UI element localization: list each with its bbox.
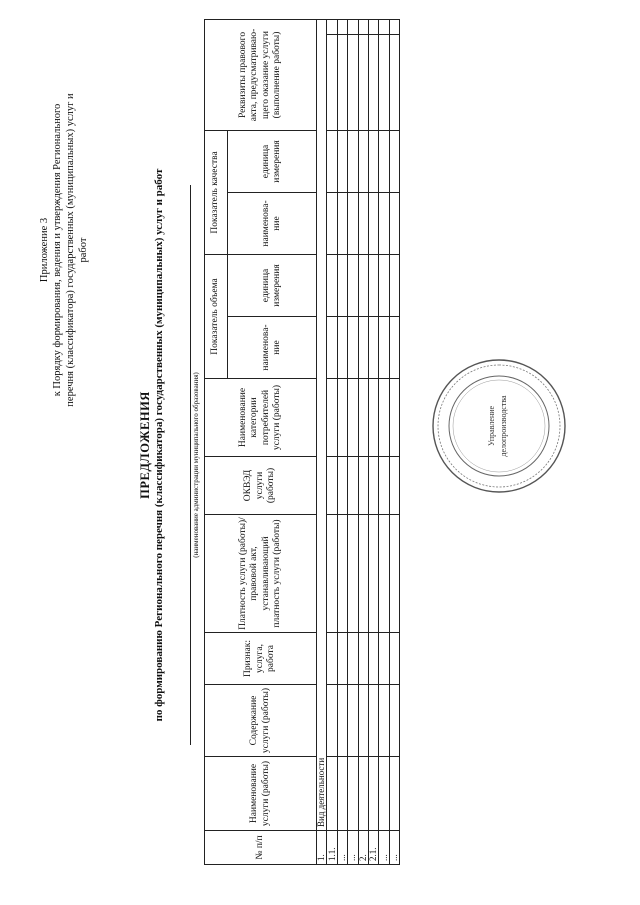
- table-row: [317, 19, 327, 864]
- table-cell: [379, 192, 389, 254]
- table-cell: [337, 34, 347, 130]
- row-number: ...: [337, 831, 347, 865]
- table-cell: [358, 192, 368, 254]
- stamp-text: Управление: [487, 405, 496, 447]
- table-cell: [358, 633, 368, 685]
- table-cell: [379, 685, 389, 757]
- table-cell: [327, 457, 337, 515]
- table-cell: [358, 317, 368, 379]
- table-cell: [358, 379, 368, 457]
- table-cell: [327, 515, 337, 633]
- table-cell: [337, 19, 347, 34]
- appendix-number: Приложение 3: [39, 217, 50, 283]
- table-cell: [379, 34, 389, 130]
- table-cell: [327, 192, 337, 254]
- row-number: 1.1.: [327, 831, 337, 865]
- header-legal-act-requisites: Реквизиты правового акта, предусматриваю-щего оказание услуги (выполнение работы): [205, 19, 317, 130]
- row-number: ...: [389, 831, 399, 865]
- table-cell: [389, 19, 399, 34]
- header-service-content: Содержание услуги (работы): [205, 685, 317, 757]
- table-cell: [348, 685, 358, 757]
- header-quality-indicator: Показатель качества: [205, 130, 228, 254]
- table-cell: [327, 379, 337, 457]
- table-cell: [368, 130, 378, 192]
- table-cell: [368, 685, 378, 757]
- table-cell: [368, 515, 378, 633]
- title-subtitle: по формированию Регионального перечня (классификатора) государственных (муниципальных) услуг и работ: [153, 168, 165, 722]
- table-cell: [379, 379, 389, 457]
- table-cell: [348, 317, 358, 379]
- table-cell: [327, 757, 337, 831]
- table-cell: [389, 515, 399, 633]
- table-cell: [348, 757, 358, 831]
- table-cell: [368, 379, 378, 457]
- table-cell: [348, 130, 358, 192]
- table-cell: [337, 254, 347, 316]
- appendix-reference-line: к Порядку формирования, ведения и утверждения Регионального: [52, 103, 63, 397]
- table-cell: [368, 317, 378, 379]
- stamp-text: делопроизводства: [499, 395, 508, 457]
- table-cell: [379, 757, 389, 831]
- table-cell: [358, 254, 368, 316]
- table-cell: [337, 130, 347, 192]
- table-cell: [327, 317, 337, 379]
- appendix-note: [38, 50, 90, 450]
- header-quality-unit: единица измерения: [228, 130, 317, 192]
- table-cell: [379, 515, 389, 633]
- table-cell: [358, 685, 368, 757]
- table-cell: [337, 515, 347, 633]
- table-cell: [389, 192, 399, 254]
- table-cell: [389, 457, 399, 515]
- table-cell: [327, 130, 337, 192]
- table-cell: [337, 685, 347, 757]
- appendix-reference-line: работ: [78, 237, 89, 263]
- header-volume-unit: единица измерения: [228, 254, 317, 316]
- table-row: [348, 19, 358, 864]
- table-cell: [379, 19, 389, 34]
- table-cell: [358, 19, 368, 34]
- table-cell: [368, 757, 378, 831]
- title-main: ПРЕДЛОЖЕНИЯ: [138, 391, 152, 499]
- proposals-table: [204, 19, 400, 865]
- table-row: [389, 19, 399, 864]
- row-number: 2.1.: [368, 831, 378, 865]
- table-cell: [327, 19, 337, 34]
- table-cell: [348, 19, 358, 34]
- table-cell: [337, 379, 347, 457]
- table-row: [379, 19, 389, 864]
- row-number: ...: [379, 831, 389, 865]
- header-payment: Платность услуги (работы)/правовой акт, устанавливающий платность услуги (работы): [205, 515, 317, 633]
- header-okved: ОКВЭД услуги (работы): [205, 457, 317, 515]
- table-cell: [389, 633, 399, 685]
- table-cell: [368, 19, 378, 34]
- table-cell: [348, 379, 358, 457]
- table-cell: [368, 457, 378, 515]
- table-cell: [327, 633, 337, 685]
- table-cell: [389, 34, 399, 130]
- table-body: [317, 19, 400, 864]
- table-cell: [358, 34, 368, 130]
- appendix-reference-line: перечня (классификатора) государственных (муниципальных) услуг и: [65, 93, 76, 407]
- table-cell: [389, 130, 399, 192]
- header-volume-indicator: Показатель объема: [205, 254, 228, 378]
- table-cell: [389, 254, 399, 316]
- table-cell: [368, 633, 378, 685]
- header-sign: Признак: услуга, работа: [205, 633, 317, 685]
- seal-stamp: [430, 357, 568, 495]
- table-cell: [389, 757, 399, 831]
- header-number: № п/п: [205, 831, 317, 865]
- header-quality-name: наименова-ние: [228, 192, 317, 254]
- row-number: ...: [348, 831, 358, 865]
- table-cell: [358, 457, 368, 515]
- table-cell: [368, 254, 378, 316]
- document-title: [138, 55, 166, 835]
- activity-type-cell: Вид деятельности: [317, 19, 327, 830]
- table-cell: [389, 685, 399, 757]
- table-cell: [379, 457, 389, 515]
- table-cell: [348, 192, 358, 254]
- table-cell: [337, 192, 347, 254]
- table-cell: [358, 515, 368, 633]
- table-cell: [389, 317, 399, 379]
- table-cell: [348, 515, 358, 633]
- row-number: 2.: [358, 831, 368, 865]
- organization-caption: (наименование администрации муниципального образования): [192, 372, 200, 558]
- table-cell: [389, 379, 399, 457]
- header-consumer-category: Наименование категории потребителей услуги (работы): [205, 379, 317, 457]
- table-cell: [348, 254, 358, 316]
- header-volume-name: наименова-ние: [228, 317, 317, 379]
- table-cell: [327, 685, 337, 757]
- table-row: [327, 19, 337, 864]
- table-row: [337, 19, 347, 864]
- table-cell: [327, 254, 337, 316]
- table-cell: [379, 130, 389, 192]
- table-row: [368, 19, 378, 864]
- table-cell: [379, 317, 389, 379]
- row-number: 1.: [317, 831, 327, 865]
- organization-name-line: [176, 185, 191, 745]
- table-cell: [337, 317, 347, 379]
- table-cell: [337, 633, 347, 685]
- table-cell: [337, 757, 347, 831]
- table-cell: [348, 34, 358, 130]
- table-cell: [368, 34, 378, 130]
- table-cell: [348, 633, 358, 685]
- table-cell: [327, 34, 337, 130]
- table-cell: [348, 457, 358, 515]
- table-cell: [358, 130, 368, 192]
- table-cell: [379, 633, 389, 685]
- table-cell: [368, 192, 378, 254]
- table-row: [358, 19, 368, 864]
- table-cell: [358, 757, 368, 831]
- table-cell: [337, 457, 347, 515]
- table-cell: [379, 254, 389, 316]
- header-service-name: Наименование услуги (работы): [205, 757, 317, 831]
